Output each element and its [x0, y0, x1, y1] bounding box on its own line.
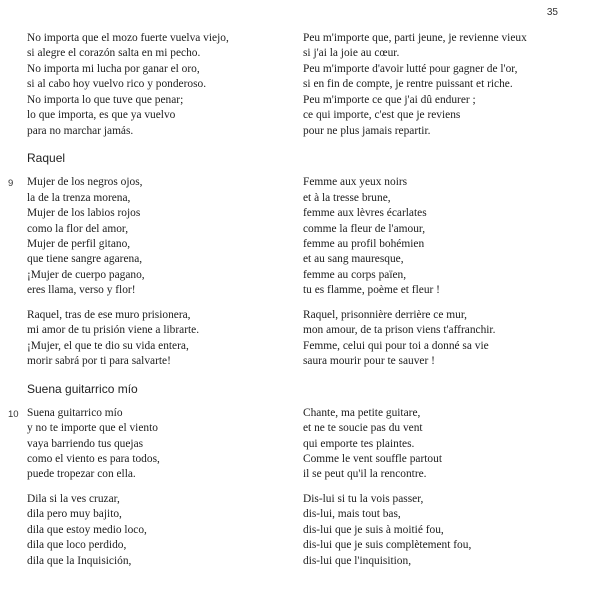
stanza-french	[303, 406, 565, 483]
verse-line: eres llama, verso y flor!	[27, 284, 136, 297]
verse-line: lo que importa, es que ya vuelvo	[27, 109, 176, 122]
verse-line: si al cabo hoy vuelvo rico y ponderoso.	[27, 78, 207, 91]
stanza-spanish	[27, 31, 289, 139]
verse-line: dis-lui, mais tout bas,	[303, 508, 401, 521]
verse-line: que tiene sangre agarena,	[27, 253, 143, 266]
verse-line: et au sang mauresque,	[303, 253, 404, 266]
verse-line: ce qui importe, c'est que je reviens	[303, 109, 461, 122]
verse-line: tu es flamme, poème et fleur !	[303, 284, 440, 297]
verse-line: Dila si la ves cruzar,	[27, 492, 120, 505]
verse-line: Comme le vent souffle partout	[303, 452, 442, 465]
stanza-spanish	[27, 492, 289, 569]
verse-line: la de la trenza morena,	[27, 191, 131, 204]
verse-line: Raquel, tras de ese muro prisionera,	[27, 308, 191, 321]
verse-line: mi amor de tu prisión viene a librarte.	[27, 324, 200, 337]
section-title-spacer	[303, 382, 565, 397]
section-title-spacer	[303, 151, 565, 166]
verse-line: Peu m'importe ce que j'ai dû endurer ;	[303, 93, 476, 106]
verse-line: morir sabrá por ti para salvarte!	[27, 355, 171, 368]
verse-line: il se peut qu'il la rencontre.	[303, 468, 427, 481]
page-number: 35	[546, 7, 558, 18]
verse-line: como la flor del amor,	[27, 222, 129, 235]
verse-line: femme au corps païen,	[303, 268, 407, 281]
verse-line: y no te importe que el viento	[27, 422, 158, 435]
verse-line: Mujer de los labios rojos	[27, 207, 141, 220]
verse-line: Femme, celui qui pour toi a donné sa vie	[303, 339, 489, 352]
verse-line: dila que estoy medio loco,	[27, 523, 147, 536]
verse-line: Femme aux yeux noirs	[303, 176, 408, 189]
verse-line: qui emporte tes plaintes.	[303, 437, 415, 450]
track-number: 9	[8, 178, 14, 189]
verse-line: saura mourir pour te sauver !	[303, 355, 435, 368]
verse-line: et à la tresse brune,	[303, 191, 391, 204]
verse-line: pour ne plus jamais repartir.	[303, 124, 431, 137]
french-column	[303, 31, 565, 578]
verse-line: puede tropezar con ella.	[27, 468, 136, 481]
verse-line: Mujer de perfil gitano,	[27, 237, 131, 250]
track-number: 10	[8, 409, 19, 420]
verse-line: femme aux lèvres écarlates	[303, 207, 427, 220]
verse-line: ¡Mujer, el que te dio su vida entera,	[27, 339, 189, 352]
verse-line: Suena guitarrico mío	[27, 406, 123, 419]
verse-line: comme la fleur de l'amour,	[303, 222, 426, 235]
stanza-french	[303, 308, 565, 370]
verse-line: Peu m'importe que, parti jeune, je revienne vieux	[303, 32, 527, 44]
verse-line: femme au profil bohémien	[303, 237, 425, 250]
verse-line: Mujer de los negros ojos,	[27, 176, 143, 189]
section-title: Suena guitarrico mío	[27, 381, 138, 396]
verse-line: mon amour, de ta prison viens t'affranchir.	[303, 324, 496, 337]
verse-line: No importa mi lucha por ganar el oro,	[27, 62, 200, 75]
verse-line: Raquel, prisonnière derrière ce mur,	[303, 308, 468, 321]
verse-line: Peu m'importe d'avoir lutté pour gagner de l'or,	[303, 62, 518, 75]
verse-line: et ne te soucie pas du vent	[303, 422, 423, 435]
verse-line: si en fin de compte, je rentre puissant et riche.	[303, 78, 513, 91]
section-title: Raquel	[27, 151, 66, 166]
verse-line: No importa que el mozo fuerte vuelva viejo,	[27, 32, 229, 44]
verse-line: vaya barriendo tus quejas	[27, 437, 144, 450]
verse-line: dis-lui que l'inquisition,	[303, 554, 412, 567]
verse-line: dis-lui que je suis à moitié fou,	[303, 523, 444, 536]
spanish-column	[27, 31, 289, 578]
verse-line: Dis-lui si tu la vois passer,	[303, 492, 424, 505]
stanza-french	[303, 175, 565, 299]
verse-line: dis-lui que je suis complètement fou,	[303, 539, 472, 552]
verse-line: dila pero muy bajito,	[27, 508, 122, 521]
stanza-spanish	[27, 175, 289, 299]
verse-line: No importa lo que tuve que penar;	[27, 93, 184, 106]
stanza-spanish	[27, 308, 289, 370]
verse-line: ¡Mujer de cuerpo pagano,	[27, 268, 145, 281]
verse-line: dila que loco perdido,	[27, 539, 127, 552]
verse-line: dila que la Inquisición,	[27, 554, 132, 567]
verse-line: si alegre el corazón salta en mi pecho.	[27, 47, 201, 60]
verse-line: para no marchar jamás.	[27, 124, 134, 137]
stanza-spanish	[27, 406, 289, 483]
stanza-french	[303, 492, 565, 569]
verse-line: si j'ai la joie au cœur.	[303, 47, 400, 60]
stanza-french	[303, 31, 565, 139]
verse-line: como el viento es para todos,	[27, 452, 160, 465]
verse-line: Chante, ma petite guitare,	[303, 406, 421, 419]
